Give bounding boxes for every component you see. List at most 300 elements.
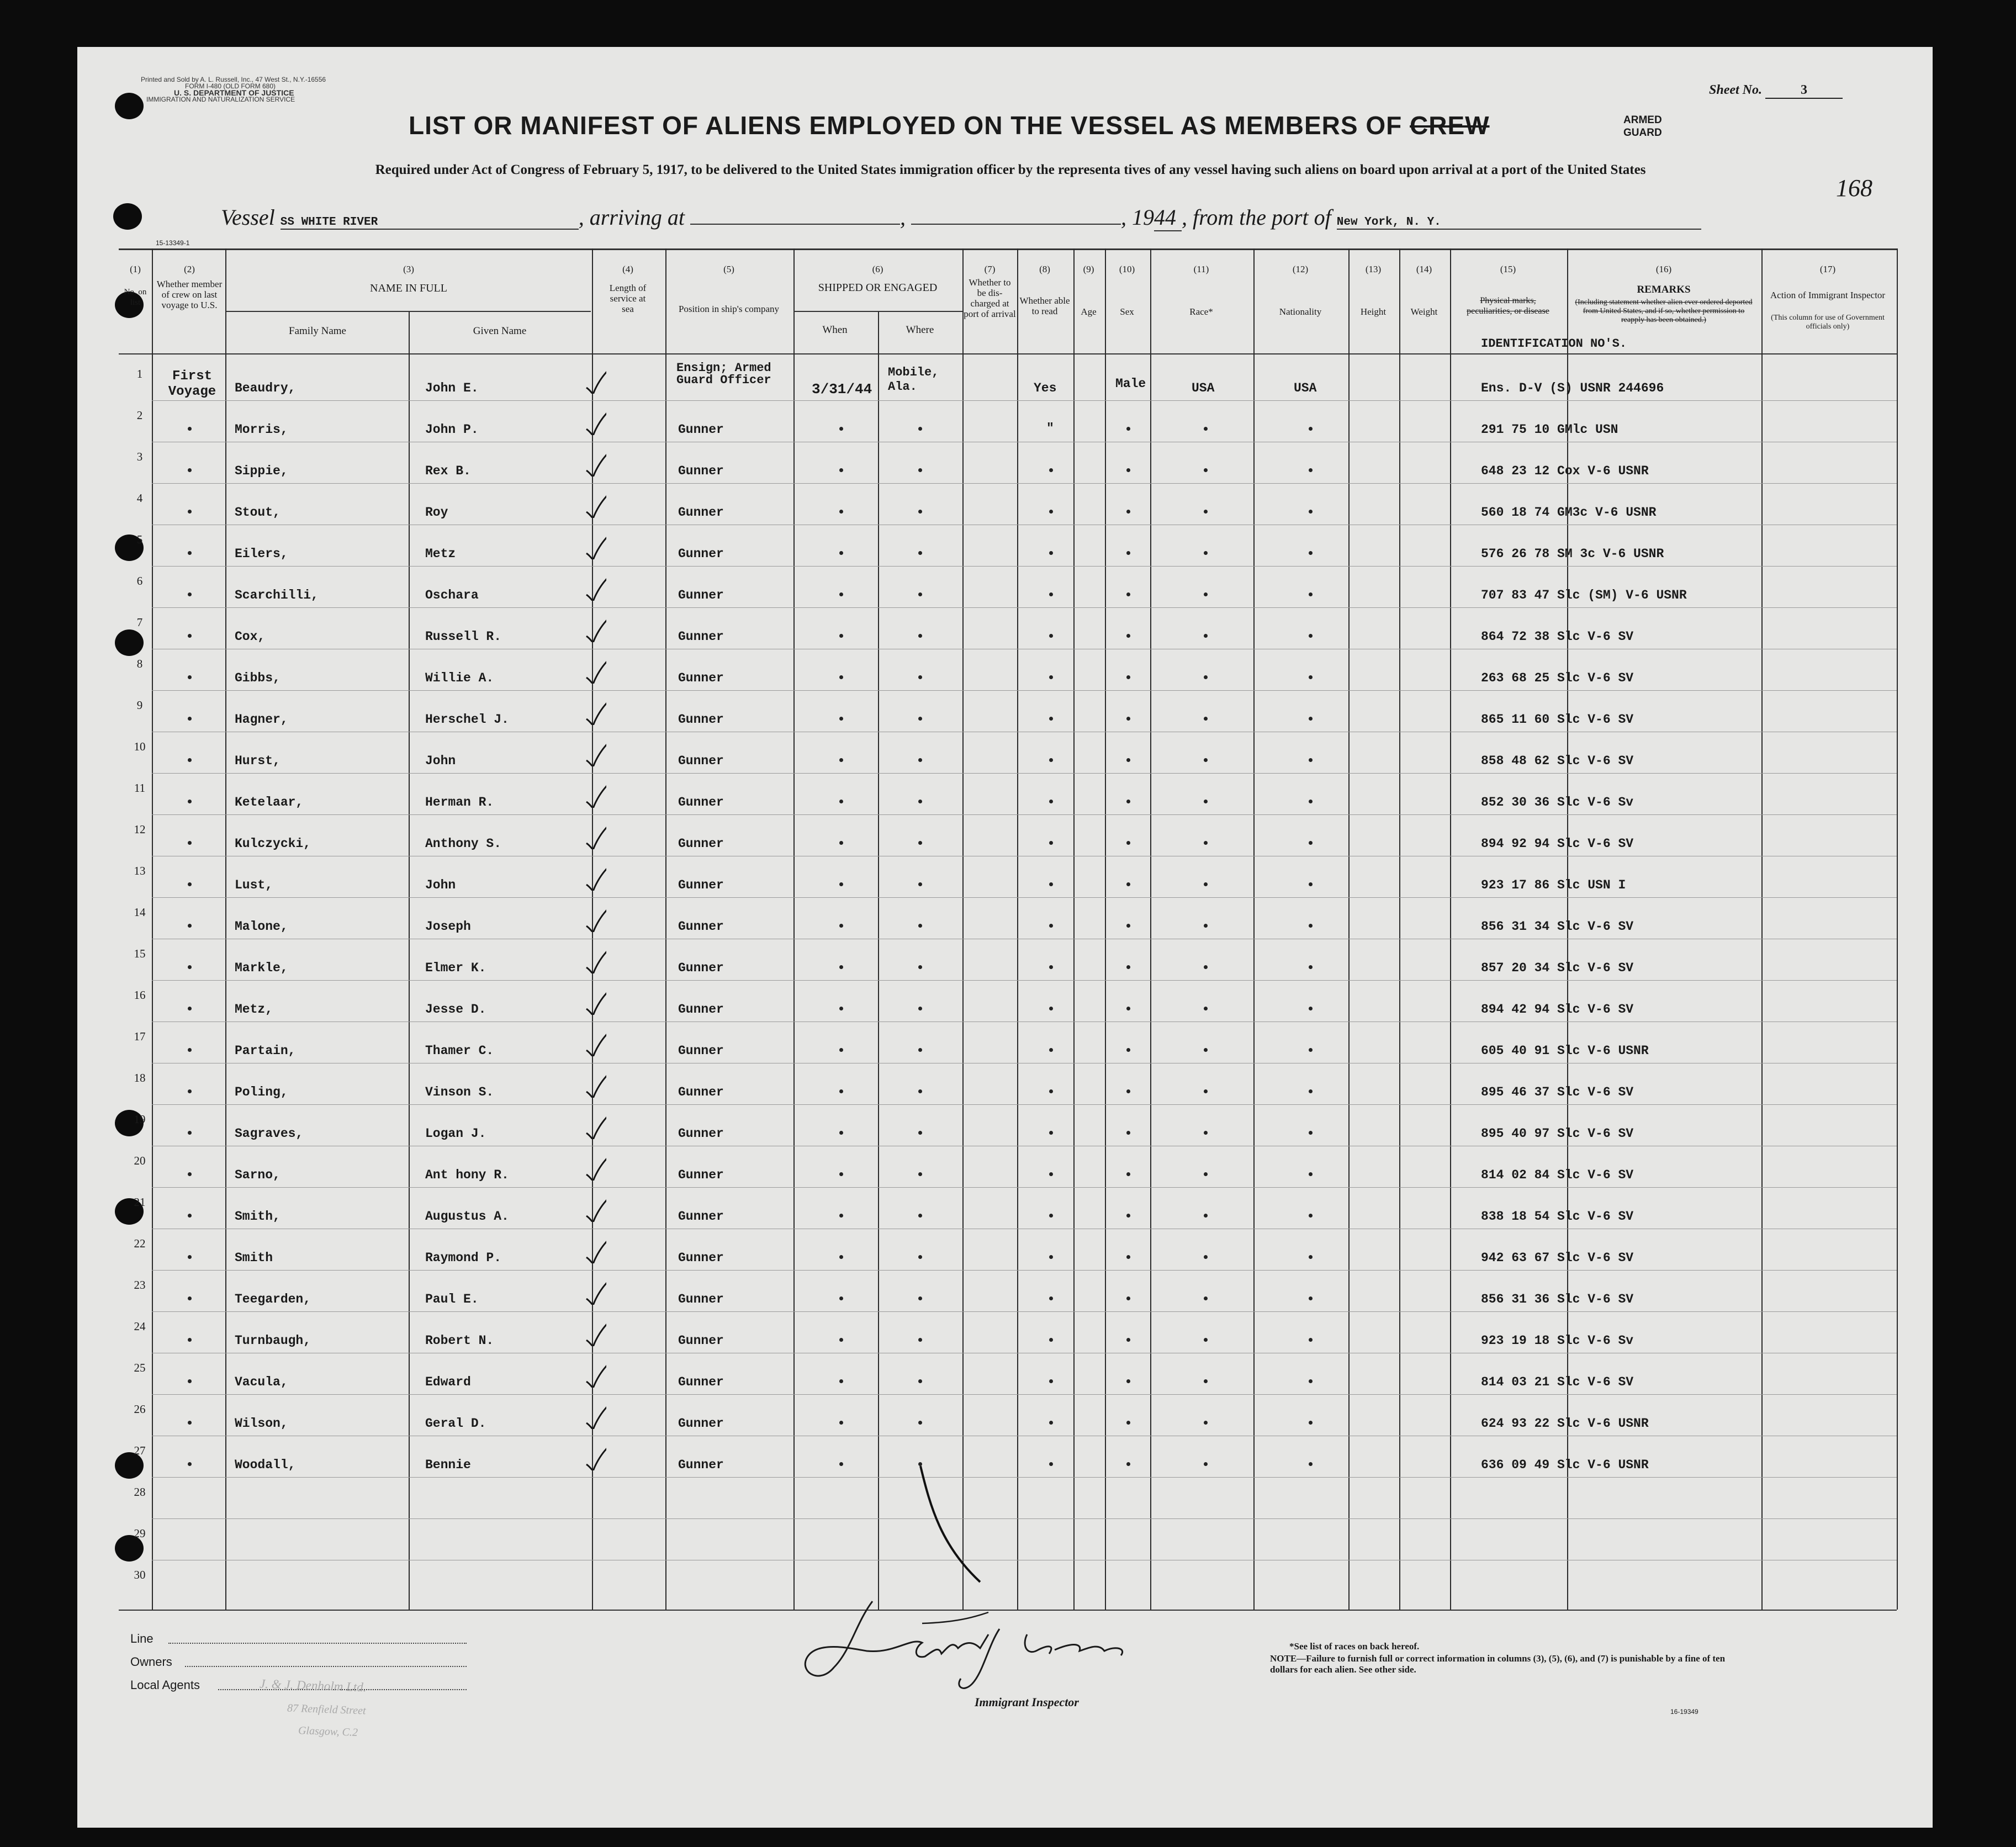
ditto-mark: [1126, 1462, 1130, 1466]
service-check-mark: [584, 369, 606, 394]
row-number: 12: [134, 823, 146, 836]
ditto-mark: [918, 1379, 922, 1383]
ditto-mark: [1309, 1214, 1313, 1218]
col3-given-label: Given Name: [473, 325, 527, 337]
row-rule: [152, 1104, 1897, 1105]
column-rule: [793, 248, 795, 1610]
service-check-mark: [584, 1280, 606, 1305]
service-check-mark: [584, 534, 606, 559]
column-rule: [152, 248, 153, 1610]
ditto-mark: [1309, 882, 1313, 886]
row-number: 3: [136, 450, 143, 463]
col12-num: (12): [1292, 264, 1309, 274]
guard-word: GUARD: [1623, 127, 1662, 139]
identification-number: 838 18 54 Slc V-6 SV: [1481, 1209, 1634, 1224]
end-of-list-mark: [914, 1463, 991, 1590]
ditto-mark: [1204, 965, 1208, 969]
family-name: Turnbaugh,: [235, 1333, 311, 1348]
ditto-mark: [918, 1421, 922, 1425]
table-top-rule: [119, 248, 1897, 250]
service-check-mark: [584, 1363, 606, 1388]
row-number: 14: [134, 906, 146, 919]
ditto-mark: [1126, 1172, 1130, 1176]
ditto-mark: [1049, 882, 1053, 886]
vessel-line: Vessel SS WHITE RIVER , arriving at , , 1944 , from the port of New York, N. Y.: [221, 204, 1701, 231]
ditto-mark: [1126, 841, 1130, 845]
ditto-mark: [1049, 1131, 1053, 1135]
ditto-mark: [839, 1421, 843, 1425]
identification-number: 895 40 97 Slc V-6 SV: [1481, 1126, 1634, 1141]
ditto-mark: [188, 427, 192, 431]
ditto-mark: [1204, 1007, 1208, 1010]
ditto-mark: [839, 1338, 843, 1342]
ditto-mark: [839, 1379, 843, 1383]
inspector-label: Immigrant Inspector: [975, 1695, 1079, 1709]
races-note: *See list of races on back hereof.: [1289, 1641, 1420, 1652]
service-check-mark: [584, 783, 606, 808]
ditto-mark: [918, 675, 922, 679]
given-name: Rex B.: [425, 464, 471, 478]
family-name: Poling,: [235, 1085, 288, 1099]
ditto-mark: [839, 882, 843, 886]
ditto-mark: [839, 758, 843, 762]
ditto-mark: [1126, 551, 1130, 555]
identification-number: 560 18 74 GM3c V-6 USNR: [1481, 505, 1657, 520]
imprint-line: FORM I-480 (OLD FORM 680): [185, 82, 276, 90]
ditto-mark: [1126, 1089, 1130, 1093]
ditto-mark: [188, 1007, 192, 1010]
given-name: Jesse D.: [425, 1002, 486, 1017]
ditto-mark: [188, 1048, 192, 1052]
position: Gunner: [678, 1168, 724, 1182]
inspector-signature: [790, 1596, 1165, 1701]
ditto-mark: [188, 800, 192, 803]
service-check-mark: [584, 742, 606, 766]
service-check-mark: [584, 617, 606, 642]
ditto-mark: [1309, 1255, 1313, 1259]
ditto-mark: [1049, 1421, 1053, 1425]
family-name: Wilson,: [235, 1416, 288, 1431]
ditto-mark: [1204, 1255, 1208, 1259]
position: Gunner: [678, 1002, 724, 1017]
col4-label: Length of service at sea: [609, 283, 647, 314]
identification-number: Ens. D-V (S) USNR 244696: [1481, 381, 1664, 395]
ditto-mark: [918, 800, 922, 803]
service-check-mark: [584, 1239, 606, 1263]
page-number: 168: [1836, 174, 1872, 202]
given-name: John P.: [425, 422, 479, 437]
ditto-mark: [1049, 717, 1053, 721]
given-name: Vinson S.: [425, 1085, 494, 1099]
arriving-label: , arriving at: [578, 205, 685, 230]
row-rule: [152, 814, 1897, 815]
ditto-mark: [839, 924, 843, 928]
identification-number: 856 31 34 Slc V-6 SV: [1481, 919, 1634, 934]
ditto-mark: [1126, 800, 1130, 803]
ditto-mark: [1126, 1338, 1130, 1342]
family-name: Sippie,: [235, 464, 288, 478]
col10-label: Sex: [1120, 306, 1134, 317]
col3-label: NAME IN FULL: [370, 282, 447, 294]
family-name: Markle,: [235, 961, 288, 975]
position: Gunner: [678, 629, 724, 644]
position: Gunner: [678, 754, 724, 768]
ditto-mark: [839, 1214, 843, 1218]
family-name: Stout,: [235, 505, 281, 520]
ditto-mark: [918, 1214, 922, 1218]
col16-sublabel: (Including statement whether alien ever ordered deported from United States, and if so, whether permission to reapply has been obtained.): [1575, 298, 1753, 324]
ditto-mark: [1309, 1048, 1313, 1052]
line-label: Line: [130, 1632, 154, 1645]
ditto-mark: [1126, 1214, 1130, 1218]
ditto-mark: [918, 1131, 922, 1135]
ditto-mark: [188, 1255, 192, 1259]
identification-number: 263 68 25 Slc V-6 SV: [1481, 671, 1634, 685]
identification-number: 923 19 18 Slc V-6 Sv: [1481, 1333, 1634, 1348]
family-name: Sarno,: [235, 1168, 281, 1182]
sex: Male: [1115, 377, 1146, 391]
ditto-mark: [1126, 1007, 1130, 1010]
row-number: 6: [136, 574, 143, 588]
row-number: 24: [134, 1320, 146, 1333]
ditto-mark: [1204, 510, 1208, 514]
ditto-mark: [1309, 1007, 1313, 1010]
identification-number: 942 63 67 Slc V-6 SV: [1481, 1251, 1634, 1265]
row-rule: [152, 690, 1897, 691]
armed-word: ARMED: [1623, 114, 1662, 126]
col11-num: (11): [1193, 264, 1209, 274]
position: Gunner: [678, 1416, 724, 1431]
agents-label: Local Agents: [130, 1678, 200, 1692]
ditto-mark: [839, 551, 843, 555]
ditto-mark: [1309, 1421, 1313, 1425]
ditto-mark: [918, 1048, 922, 1052]
ditto-mark: [188, 841, 192, 845]
race: USA: [1192, 381, 1215, 395]
identification-number: 852 30 36 Slc V-6 Sv: [1481, 795, 1634, 809]
able-to-read: ": [1046, 421, 1054, 436]
ditto-mark: [839, 800, 843, 803]
ditto-mark: [839, 468, 843, 472]
identification-number: 865 11 60 Slc V-6 SV: [1481, 712, 1634, 727]
given-name: Paul E.: [425, 1292, 479, 1306]
family-name: Gibbs,: [235, 671, 281, 685]
legal-requirement: Required under Act of Congress of February 5, 1917, to be delivered to the United States immigration officer by the representa tives of any vessel having such aliens on board upon arrival at a port of the United States: [375, 162, 1646, 177]
ditto-mark: [1309, 800, 1313, 803]
row-number: 23: [134, 1278, 146, 1292]
position: Gunner: [678, 1375, 724, 1389]
given-name: Bennie: [425, 1458, 471, 1472]
ditto-mark: [839, 675, 843, 679]
ditto-mark: [188, 468, 192, 472]
imprint-line: Printed and Sold by A. L. Russell, Inc., 47 West St., N.Y.-16556: [141, 76, 326, 83]
arriving-port: [690, 224, 900, 225]
family-name: Teegarden,: [235, 1292, 311, 1306]
ditto-mark: [1309, 1462, 1313, 1466]
col8-num: (8): [1039, 264, 1050, 274]
ditto-mark: [918, 1338, 922, 1342]
printer-imprint: [141, 76, 326, 103]
ditto-mark: [1126, 468, 1130, 472]
row-number: 19: [134, 1113, 146, 1126]
ditto-mark: [1126, 427, 1130, 431]
ditto-mark: [918, 468, 922, 472]
row-number: 25: [134, 1361, 146, 1374]
arrival-year: 44: [1154, 204, 1182, 231]
identification-number: 857 20 34 Slc V-6 SV: [1481, 961, 1634, 975]
family-name: Hurst,: [235, 754, 281, 768]
identification-number: 895 46 37 Slc V-6 SV: [1481, 1085, 1634, 1099]
ditto-mark: [1204, 758, 1208, 762]
identification-number: 894 42 94 Slc V-6 SV: [1481, 1002, 1634, 1017]
row-number: 10: [134, 740, 146, 753]
col14-label: Weight: [1410, 306, 1438, 317]
col14-num: (14): [1416, 264, 1432, 274]
ditto-mark: [918, 758, 922, 762]
ditto-mark: [1309, 758, 1313, 762]
row-number: 16: [134, 988, 146, 1002]
identification-number: 814 03 21 Slc V-6 SV: [1481, 1375, 1634, 1389]
ditto-mark: [918, 882, 922, 886]
armed-guard-label: [1623, 114, 1662, 139]
given-name: Herschel J.: [425, 712, 509, 727]
service-check-mark: [584, 1114, 606, 1139]
column-rule: [1150, 248, 1151, 1610]
ditto-mark: [188, 1296, 192, 1300]
row-number: 17: [134, 1030, 146, 1043]
ditto-mark: [1309, 1379, 1313, 1383]
col8-label: Whether able to read: [1019, 295, 1070, 316]
column-rule: [962, 248, 964, 1610]
ditto-mark: [1049, 1089, 1053, 1093]
line-field: [168, 1643, 467, 1644]
position: Gunner: [678, 464, 724, 478]
identification-number: 864 72 38 Slc V-6 SV: [1481, 629, 1634, 644]
ditto-mark: [918, 427, 922, 431]
ditto-mark: [1204, 1089, 1208, 1093]
ditto-mark: [1309, 1131, 1313, 1135]
from-label: , from the port of: [1182, 205, 1331, 230]
ditto-mark: [918, 1172, 922, 1176]
col17-label: Action of Immigrant Inspector: [1770, 290, 1886, 300]
identification-number: 636 09 49 Slc V-6 USNR: [1481, 1458, 1649, 1472]
col5-label: Position in ship's company: [678, 304, 780, 314]
row-rule: [152, 773, 1897, 774]
given-name: Edward: [425, 1375, 471, 1389]
owners-field: [185, 1666, 467, 1667]
column-rule: [1897, 248, 1898, 1610]
ditto-mark: [839, 1089, 843, 1093]
column-rule: [1017, 248, 1018, 1610]
punch-hole: [115, 93, 144, 119]
service-check-mark: [584, 1197, 606, 1222]
ditto-mark: [1204, 882, 1208, 886]
ditto-mark: [839, 634, 843, 638]
ditto-mark: [918, 1007, 922, 1010]
ditto-mark: [1309, 510, 1313, 514]
ditto-mark: [1049, 1007, 1053, 1010]
given-name: Willie A.: [425, 671, 494, 685]
given-name: Augustus A.: [425, 1209, 509, 1224]
ditto-mark: [1204, 427, 1208, 431]
col4-num: (4): [622, 264, 633, 274]
position: Ensign; Armed Guard Officer: [676, 361, 771, 387]
ditto-mark: [1204, 634, 1208, 638]
ditto-mark: [1204, 675, 1208, 679]
ditto-mark: [188, 551, 192, 555]
ditto-mark: [918, 965, 922, 969]
ditto-mark: [1309, 427, 1313, 431]
family-name: Lust,: [235, 878, 273, 892]
row-number: 9: [136, 698, 143, 712]
ditto-mark: [188, 1172, 192, 1176]
ditto-mark: [188, 1421, 192, 1425]
col17-sublabel: (This column for use of Government officials only): [1771, 314, 1885, 331]
sheet-number: [1709, 83, 1843, 99]
ditto-mark: [1309, 1338, 1313, 1342]
col16-num: (16): [1655, 264, 1672, 274]
vessel-label: Vessel: [221, 205, 275, 230]
imprint-line: U. S. DEPARTMENT OF JUSTICE: [174, 88, 294, 97]
service-check-mark: [584, 824, 606, 849]
ditto-mark: [1049, 1048, 1053, 1052]
ditto-mark: [839, 1007, 843, 1010]
position: Gunner: [678, 588, 724, 602]
ditto-mark: [188, 675, 192, 679]
ditto-mark: [1204, 551, 1208, 555]
position: Gunner: [678, 1251, 724, 1265]
given-name: Russell R.: [425, 629, 502, 644]
col6-when-label: When: [822, 324, 848, 336]
shipped-when: 3/31/44: [812, 381, 872, 398]
ditto-mark: [918, 1296, 922, 1300]
ditto-mark: [918, 1089, 922, 1093]
service-check-mark: [584, 410, 606, 435]
footer-form-code: 16-19349: [1670, 1708, 1698, 1716]
group-rule: [226, 311, 591, 312]
title-struck-word: CREW: [1410, 111, 1490, 140]
position: Gunner: [678, 422, 724, 437]
service-check-mark: [584, 493, 606, 518]
vessel-name: SS WHITE RIVER: [281, 216, 579, 230]
service-check-mark: [584, 907, 606, 932]
ditto-mark: [188, 1338, 192, 1342]
service-check-mark: [584, 1446, 606, 1470]
page-title: [409, 110, 1490, 140]
identification-number: 648 23 12 Cox V-6 USNR: [1481, 464, 1649, 478]
ditto-mark: [188, 924, 192, 928]
row-number: 28: [134, 1485, 146, 1499]
ditto-mark: [188, 1131, 192, 1135]
ditto-mark: [1204, 1131, 1208, 1135]
given-name: Roy: [425, 505, 448, 520]
ditto-mark: [1049, 800, 1053, 803]
service-check-mark: [584, 452, 606, 477]
col15-num: (15): [1500, 264, 1516, 274]
position: Gunner: [678, 919, 724, 934]
row-rule: [152, 400, 1897, 401]
year-prefix: , 19: [1121, 205, 1154, 230]
ditto-mark: [1126, 510, 1130, 514]
ditto-mark: [1049, 841, 1053, 845]
service-check-mark: [584, 576, 606, 601]
ditto-mark: [1204, 592, 1208, 596]
ditto-mark: [1126, 758, 1130, 762]
family-name: Sagraves,: [235, 1126, 304, 1141]
ditto-mark: [1049, 1255, 1053, 1259]
position: Gunner: [678, 505, 724, 520]
ditto-mark: [1204, 1338, 1208, 1342]
identification-number: 576 26 78 SM 3c V-6 USNR: [1481, 547, 1664, 561]
given-name: John E.: [425, 381, 479, 395]
ditto-mark: [839, 841, 843, 845]
row-number: 27: [134, 1444, 146, 1457]
identification-heading: IDENTIFICATION NO'S.: [1481, 337, 1627, 351]
given-name: Robert N.: [425, 1333, 494, 1348]
family-name: Woodall,: [235, 1458, 296, 1472]
voyage-status: First Voyage: [168, 369, 216, 399]
ditto-mark: [188, 634, 192, 638]
ditto-mark: [1204, 841, 1208, 845]
owners-label: Owners: [130, 1655, 172, 1669]
ditto-mark: [1049, 965, 1053, 969]
imprint-line: IMMIGRATION AND NATURALIZATION SERVICE: [146, 96, 295, 103]
title-text: LIST OR MANIFEST OF ALIENS EMPLOYED ON THE VESSEL AS MEMBERS OF: [409, 111, 1403, 140]
ditto-mark: [1204, 717, 1208, 721]
row-rule: [152, 1518, 1897, 1519]
row-rule: [152, 1270, 1897, 1271]
ditto-mark: [839, 427, 843, 431]
family-name: Kulczycki,: [235, 837, 311, 851]
column-rule: [1253, 248, 1255, 1610]
ditto-mark: [1204, 1048, 1208, 1052]
family-name: Scarchilli,: [235, 588, 319, 602]
position: Gunner: [678, 671, 724, 685]
col7-label: Whether to be dis-charged at port of arrival: [964, 277, 1016, 319]
ditto-mark: [188, 1462, 192, 1466]
ditto-mark: [1049, 551, 1053, 555]
ditto-mark: [839, 592, 843, 596]
ditto-mark: [1049, 758, 1053, 762]
row-rule: [152, 980, 1897, 981]
family-name: Beaudry,: [235, 381, 296, 395]
ditto-mark: [1204, 800, 1208, 803]
col1-label: No. on list: [124, 288, 147, 307]
ditto-mark: [1204, 468, 1208, 472]
row-number: 8: [136, 657, 143, 670]
col13-label: Height: [1360, 306, 1387, 317]
ditto-mark: [839, 1131, 843, 1135]
ditto-mark: [1309, 592, 1313, 596]
col5-num: (5): [723, 264, 734, 274]
ditto-mark: [1204, 924, 1208, 928]
service-check-mark: [584, 949, 606, 973]
ditto-mark: [1204, 1296, 1208, 1300]
ditto-mark: [1049, 510, 1053, 514]
ditto-mark: [1126, 1255, 1130, 1259]
ditto-mark: [1126, 924, 1130, 928]
form-code: 15-13349-1: [156, 239, 190, 247]
col9-num: (9): [1083, 264, 1094, 274]
ditto-mark: [188, 510, 192, 514]
col10-num: (10): [1119, 264, 1135, 274]
ditto-mark: [918, 841, 922, 845]
ditto-mark: [918, 1255, 922, 1259]
ditto-mark: [839, 717, 843, 721]
identification-number: 894 92 94 Slc V-6 SV: [1481, 837, 1634, 851]
ditto-mark: [1049, 1379, 1053, 1383]
ditto-mark: [918, 551, 922, 555]
